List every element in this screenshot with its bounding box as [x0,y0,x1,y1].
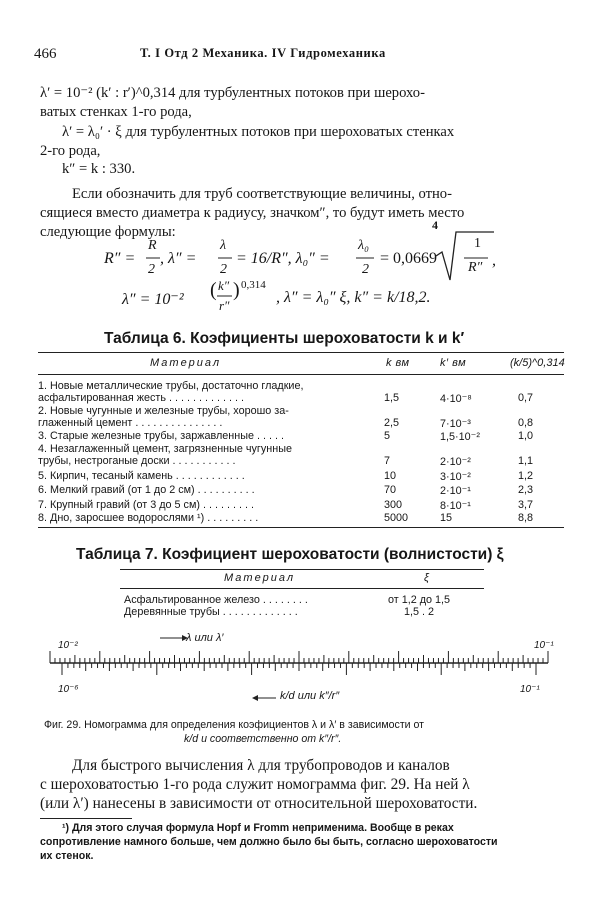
table7-row-1-value: от 1,2 до 1,5 [388,594,451,606]
table6-row-5-k: 5 [384,430,391,442]
table6-row-11-k: 5000 [384,512,409,524]
nomogram-bottom-right-tick: 10⁻¹ [520,684,540,695]
footnote-line-3: их стенок. [40,850,94,862]
footnote-line-1: ¹) Для этого случая формула Hopf и Fromm неприменима. Вообще в реках [62,822,454,834]
formula1-root-num: 1 [474,236,481,251]
formula1-root-index: 4 [432,218,438,232]
table6-row-8-material: 5. Кирпич, тесаный камень . . . . . . . . . . . . [38,470,245,482]
footnote-line-2: сопротивление намного больше, чем должно было бы быть, согласно шероховатости [40,836,498,848]
formula1-mid: , λ″ = [160,250,197,267]
table6-row-1-material: 1. Новые металлические трубы, достаточно гладкие, [38,380,304,392]
formula1-mid2: = 16/R″, λ₀″ = [236,250,330,267]
table6-row-2-coef: 0,7 [518,392,534,404]
table6-bottom-rule [38,527,564,528]
table6-row-11-material: 8. Дно, заросшее водорослями ¹) . . . . . . . . . [38,512,259,524]
table7-row-2-material: Деревянные трубы . . . . . . . . . . . . . [124,606,298,618]
table7-row-1-material: Асфальтированное железо . . . . . . . . [124,594,308,606]
table6-header-k: k вм [386,357,410,369]
nomogram-top-label: λ или λ′ [186,632,224,644]
table6-row-2-k: 1,5 [384,392,400,404]
running-title: Т. I Отд 2 Механика. IV Гидромеханика [140,46,386,60]
paragraph1-line-1: Если обозначить для труб соответствующие величины, отно- [72,186,452,202]
table7-header-material: Материал [224,572,296,584]
nomogram-bottom-label: k/d или k″/r″ [280,690,340,702]
table6-row-11-coef: 8,8 [518,512,534,524]
table6-row-6-material: 4. Незаглаженный цемент, загрязненные чугунные [38,443,292,455]
table6-header-k-prime: k′ вм [440,357,467,369]
table6-row-5-material: 3. Старые железные трубы, заржавленные . . . . . [38,430,284,442]
formula2-fraction-bar [0,0,600,320]
table6-row-2-material: асфальтированная жесть . . . . . . . . . . . . . [38,392,244,404]
table6-row-4-k-prime: 7·10⁻³ [440,418,471,430]
formula1-frac1-num: R [148,238,157,253]
nomogram-scale [0,620,600,720]
formula2-frac-num: k″ [218,278,230,293]
table6-row-7-k-prime: 2·10⁻² [440,456,471,468]
formula2-paren-right: ) [233,279,240,301]
formula1-frac3-num: λ₀ [358,238,369,253]
footnote-rule [40,818,132,819]
formula2-rest: , λ″ = λ₀″ ξ, k″ = k/18,2. [276,289,431,306]
paragraph1-line-3: следующие формулы: [40,224,176,240]
formula2-frac-den: r″ [219,298,230,313]
formula1-frac2-den: 2 [220,262,227,277]
table6-row-3-material: 2. Новые чугунные и железные трубы, хорошо за- [38,405,289,417]
paragraph2-line-1: Для быстрого вычисления λ для трубопроводов и каналов [72,757,450,774]
paragraph1-line-2: сящиеся вместо диаметра к радиусу, значком″, то будут иметь место [40,205,465,221]
table6-header-coef: (k/5)^0,314 [510,357,565,369]
table6-header-rule [38,374,564,375]
table6-row-10-coef: 3,7 [518,499,534,511]
nomogram-bottom-left-tick: 10⁻⁶ [58,684,79,695]
table6-row-9-material: 6. Мелкий гравий (от 1 до 2 см) . . . . . . . . . . [38,484,255,496]
table6-row-4-material: глаженный цемент . . . . . . . . . . . . . . . [38,417,223,429]
table6-row-10-material: 7. Крупный гравий (от 3 до 5 см) . . . . . . . . . [38,499,254,511]
formula1-end: , [492,252,496,269]
table7-row-2-value: 1,5 . 2 [404,606,435,618]
formula2-paren-left: ( [210,279,217,301]
formula1-constant: = 0,0669 [380,250,438,267]
table6-row-11-k-prime: 15 [440,512,453,524]
nomogram-top-left-tick: 10⁻² [58,640,78,651]
table6-row-8-k-prime: 3·10⁻² [440,471,471,483]
formula2-start: λ″ = 10⁻² [122,291,184,308]
table6-row-7-material: трубы, нестроганые доски . . . . . . . . . . . [38,455,236,467]
table6-row-5-k-prime: 1,5·10⁻² [440,431,480,443]
formula1-root-den: R″ [468,260,483,275]
formula1-frac1-den: 2 [148,262,155,277]
formula1-frac3-den: 2 [362,262,369,277]
page-number: 466 [34,46,57,62]
table6-row-9-k-prime: 2·10⁻¹ [440,485,471,497]
table6-row-7-coef: 1,1 [518,455,534,467]
intro-line-3: λ′ = λ₀′ · ξ для турбулентных потоков при шероховатых стенках [62,124,455,140]
table6-row-9-k: 70 [384,484,397,496]
table6-top-rule [38,352,564,353]
table6-row-4-coef: 0,8 [518,417,534,429]
figure-caption-line-1: Фиг. 29. Номограмма для определения коэфициентов λ и λ′ в зависимости от [44,719,425,731]
paragraph2-line-2: с шероховатостью 1-го рода служит номограмма фиг. 29. На ней λ [40,776,470,793]
formula2-exponent: 0,314 [241,279,266,291]
table7-header-xi: ξ [424,572,431,584]
table6-row-8-k: 10 [384,470,397,482]
table6-header-material: Материал [150,357,222,369]
table6-row-10-k: 300 [384,499,403,511]
paragraph2-line-3: (или λ′) нанесены в зависимости от относительной шероховатости. [40,795,478,812]
formula1-frac2-num: λ [220,238,227,253]
nomogram-bottom-arrow-icon [252,695,258,701]
table6-row-2-k-prime: 4·10⁻⁸ [440,393,472,405]
table6-row-9-coef: 2,3 [518,484,534,496]
table7-title: Таблица 7. Коэфициент шероховатости (волнистости) ξ [76,546,504,563]
figure-caption-line-2: k/d и соответственно от k″/r″. [184,733,342,745]
table6-row-5-coef: 1,0 [518,430,534,442]
table6-row-7-k: 7 [384,455,391,467]
table6-row-8-coef: 1,2 [518,470,534,482]
table6-row-4-k: 2,5 [384,417,400,429]
intro-line-5: k″ = k : 330. [62,161,136,177]
intro-line-2: ватых стенках 1-го рода, [40,104,192,120]
table7-top-rule [120,569,484,570]
intro-line-1: λ′ = 10⁻² (k′ : r′)^0,314 для турбулентных потоков при шерохо- [40,85,425,101]
table6-title: Таблица 6. Коэфициенты шероховатости k и k′ [104,330,465,347]
formula1-lhs: R″ = [104,250,136,267]
nomogram-top-right-tick: 10⁻¹ [534,640,554,651]
table6-row-10-k-prime: 8·10⁻¹ [440,500,471,512]
table7-header-rule [120,588,484,589]
intro-line-4: 2-го рода, [40,143,101,159]
